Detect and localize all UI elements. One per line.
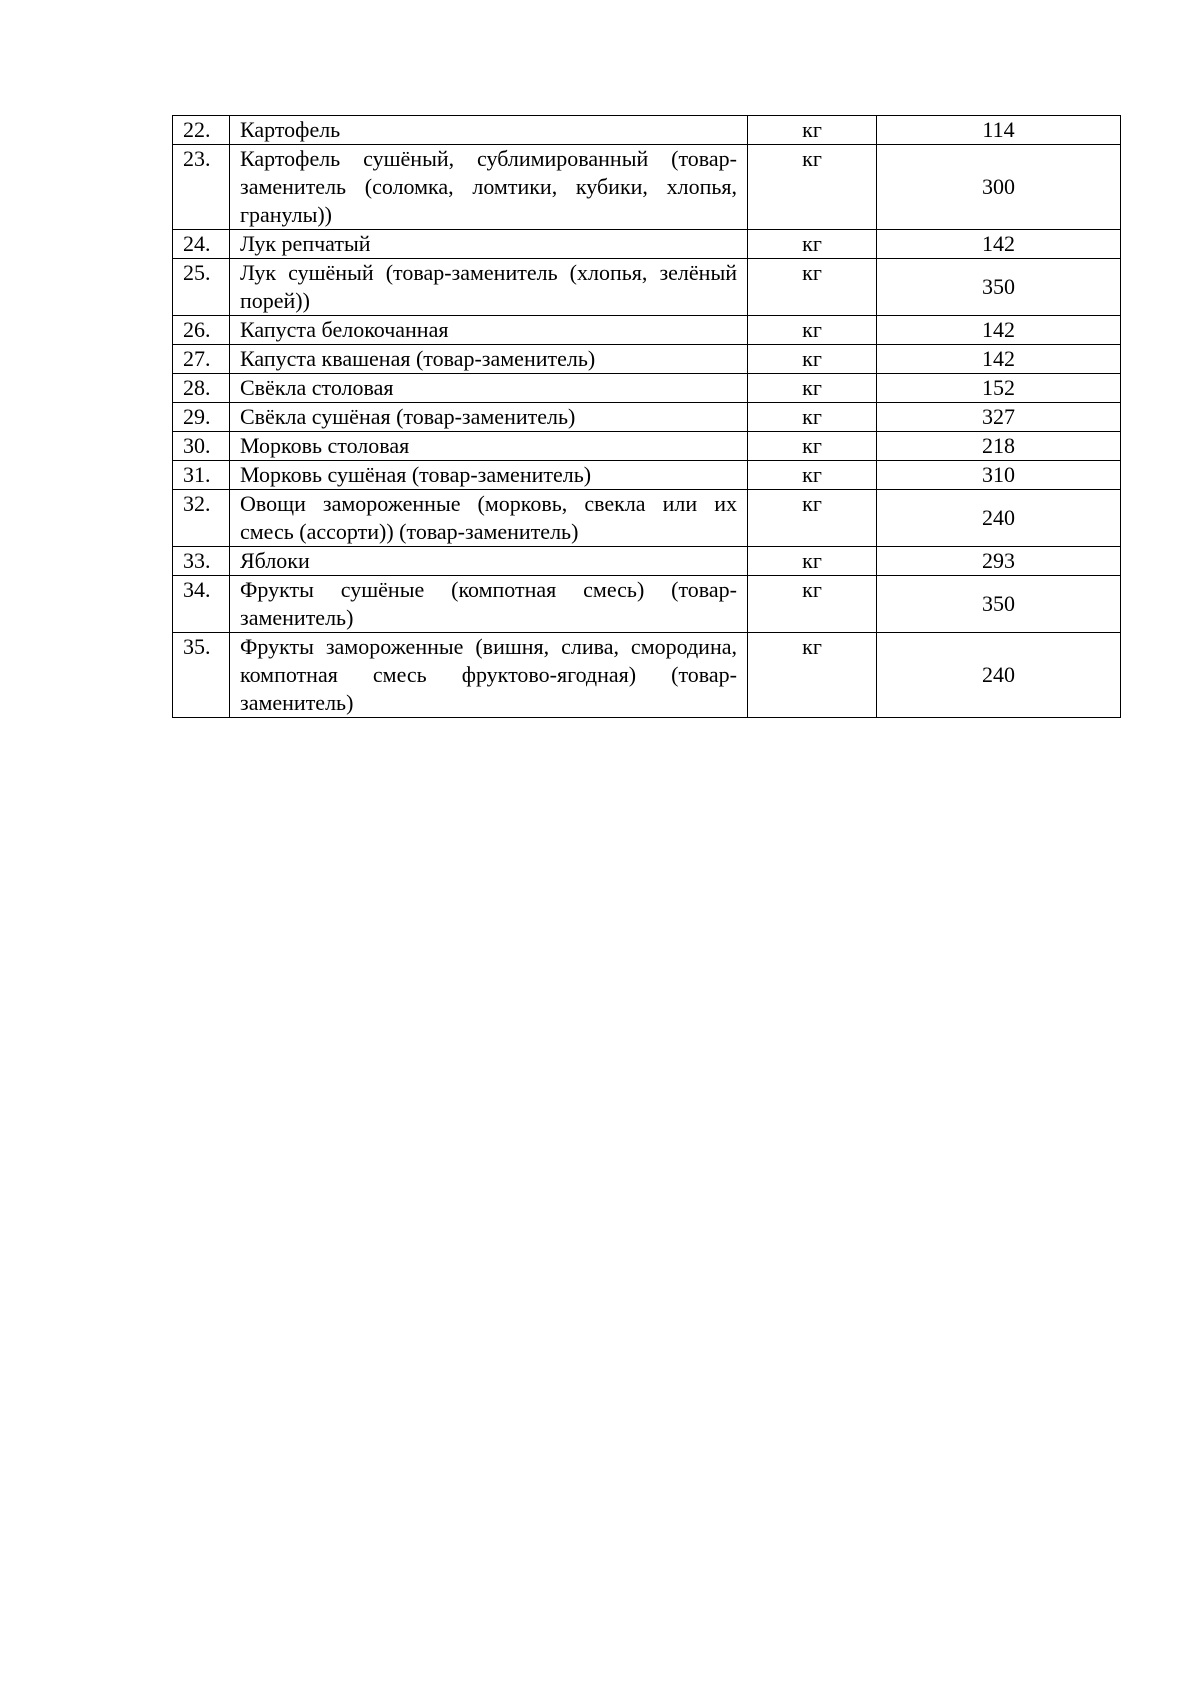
products-table-body bbox=[173, 116, 1121, 718]
table-row bbox=[173, 116, 1121, 145]
product-name: Фрукты сушёные (компотная смесь) (товар-заменитель) bbox=[230, 576, 748, 633]
quantity: 114 bbox=[877, 116, 1121, 145]
row-number: 31. bbox=[173, 461, 230, 490]
table-row bbox=[173, 374, 1121, 403]
row-number: 23. bbox=[173, 145, 230, 230]
table-row bbox=[173, 490, 1121, 547]
table-row bbox=[173, 461, 1121, 490]
row-number: 35. bbox=[173, 633, 230, 718]
product-name: Капуста квашеная (товар-заменитель) bbox=[230, 345, 748, 374]
quantity: 152 bbox=[877, 374, 1121, 403]
product-name: Лук репчатый bbox=[230, 230, 748, 259]
quantity: 310 bbox=[877, 461, 1121, 490]
table-row bbox=[173, 316, 1121, 345]
unit-of-measure: кг bbox=[748, 145, 877, 230]
table-row bbox=[173, 259, 1121, 316]
products-table bbox=[172, 115, 1121, 718]
unit-of-measure: кг bbox=[748, 490, 877, 547]
product-name: Лук сушёный (товар-заменитель (хлопья, зелёный порей)) bbox=[230, 259, 748, 316]
quantity: 142 bbox=[877, 345, 1121, 374]
row-number: 24. bbox=[173, 230, 230, 259]
quantity: 293 bbox=[877, 547, 1121, 576]
row-number: 25. bbox=[173, 259, 230, 316]
quantity: 350 bbox=[877, 576, 1121, 633]
row-number: 34. bbox=[173, 576, 230, 633]
unit-of-measure: кг bbox=[748, 576, 877, 633]
quantity: 300 bbox=[877, 145, 1121, 230]
table-row bbox=[173, 432, 1121, 461]
row-number: 28. bbox=[173, 374, 230, 403]
quantity: 240 bbox=[877, 490, 1121, 547]
row-number: 30. bbox=[173, 432, 230, 461]
quantity: 350 bbox=[877, 259, 1121, 316]
product-name: Капуста белокочанная bbox=[230, 316, 748, 345]
product-name: Картофель bbox=[230, 116, 748, 145]
unit-of-measure: кг bbox=[748, 633, 877, 718]
row-number: 29. bbox=[173, 403, 230, 432]
unit-of-measure: кг bbox=[748, 345, 877, 374]
unit-of-measure: кг bbox=[748, 116, 877, 145]
product-name: Картофель сушёный, сублимированный (товар-заменитель (соломка, ломтики, кубики, хлопья, гранулы)) bbox=[230, 145, 748, 230]
table-row bbox=[173, 403, 1121, 432]
table-row bbox=[173, 145, 1121, 230]
product-name: Яблоки bbox=[230, 547, 748, 576]
product-name: Свёкла столовая bbox=[230, 374, 748, 403]
product-name: Свёкла сушёная (товар-заменитель) bbox=[230, 403, 748, 432]
row-number: 22. bbox=[173, 116, 230, 145]
row-number: 32. bbox=[173, 490, 230, 547]
row-number: 33. bbox=[173, 547, 230, 576]
quantity: 142 bbox=[877, 230, 1121, 259]
table-row bbox=[173, 547, 1121, 576]
product-name: Овощи замороженные (морковь, свекла или их смесь (ассорти)) (товар-заменитель) bbox=[230, 490, 748, 547]
unit-of-measure: кг bbox=[748, 230, 877, 259]
table-row bbox=[173, 633, 1121, 718]
unit-of-measure: кг bbox=[748, 461, 877, 490]
quantity: 218 bbox=[877, 432, 1121, 461]
row-number: 26. bbox=[173, 316, 230, 345]
unit-of-measure: кг bbox=[748, 374, 877, 403]
unit-of-measure: кг bbox=[748, 316, 877, 345]
unit-of-measure: кг bbox=[748, 432, 877, 461]
unit-of-measure: кг bbox=[748, 259, 877, 316]
product-name: Морковь столовая bbox=[230, 432, 748, 461]
product-name: Морковь сушёная (товар-заменитель) bbox=[230, 461, 748, 490]
unit-of-measure: кг bbox=[748, 403, 877, 432]
quantity: 327 bbox=[877, 403, 1121, 432]
row-number: 27. bbox=[173, 345, 230, 374]
quantity: 142 bbox=[877, 316, 1121, 345]
table-row bbox=[173, 345, 1121, 374]
quantity: 240 bbox=[877, 633, 1121, 718]
unit-of-measure: кг bbox=[748, 547, 877, 576]
product-name: Фрукты замороженные (вишня, слива, смородина, компотная смесь фруктово-ягодная) (товар-заменитель) bbox=[230, 633, 748, 718]
table-row bbox=[173, 230, 1121, 259]
table-row bbox=[173, 576, 1121, 633]
